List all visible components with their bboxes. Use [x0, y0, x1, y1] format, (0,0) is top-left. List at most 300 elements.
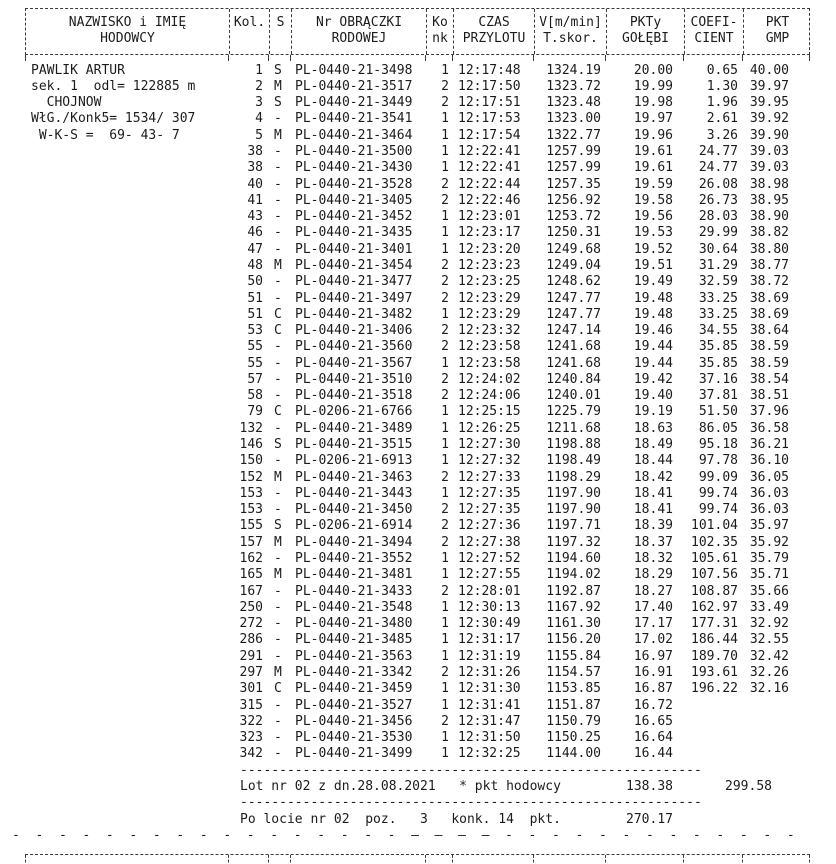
column-header-czas-line1: CZAS — [478, 15, 510, 30]
table-row — [25, 649, 810, 665]
cell-speed: 1322.77 — [546, 127, 601, 143]
cell-s: - — [274, 616, 282, 632]
cell-speed: 1144.00 — [546, 746, 601, 762]
cell-ring-number: PL-0440-21-3342 — [295, 664, 413, 680]
tick — [452, 855, 533, 864]
cell-kol: 153 — [239, 485, 263, 501]
cell-ring-number: PL-0440-21-3518 — [295, 388, 413, 404]
cell-s: - — [274, 143, 282, 159]
cell-kol: 250 — [239, 599, 263, 615]
cell-s: - — [274, 599, 282, 615]
cell-coefficient: 51.50 — [698, 404, 738, 420]
cell-konk: 2 — [441, 274, 449, 290]
cell-pkt-gmp: 38.59 — [749, 355, 789, 371]
cell-konk: 1 — [441, 404, 449, 420]
cell-arrival-time: 12:31:47 — [458, 713, 521, 729]
cell-pkt-gmp: 38.69 — [749, 306, 789, 322]
cell-pkty: 18.27 — [633, 583, 673, 599]
owner-info-cell — [25, 746, 228, 762]
cell-konk: 1 — [441, 453, 449, 469]
cell-kol: 272 — [239, 616, 263, 632]
cell-ring-number: PL-0440-21-3494 — [295, 534, 413, 550]
cell-speed: 1154.57 — [546, 664, 601, 680]
cell-speed: 1161.30 — [546, 616, 601, 632]
after-flight-pkty: 270.17 — [626, 811, 673, 827]
owner-info-cell — [25, 372, 228, 388]
cell-coefficient: 95.18 — [698, 437, 738, 453]
cell-ring-number: PL-0440-21-3499 — [295, 746, 413, 762]
tick — [742, 55, 810, 61]
footer-spacer — [25, 779, 228, 795]
cell-coefficient: 37.81 — [698, 388, 738, 404]
cell-kol: 40 — [247, 176, 263, 192]
cell-coefficient: 193.61 — [691, 664, 738, 680]
tick — [533, 55, 605, 61]
cell-s: - — [274, 713, 282, 729]
cell-konk: 2 — [441, 78, 449, 94]
table-row — [25, 714, 810, 730]
tick — [605, 55, 683, 61]
owner-info-cell — [25, 160, 228, 176]
cell-s: M — [274, 534, 282, 550]
table-row — [25, 600, 810, 616]
cell-kol: 342 — [239, 746, 263, 762]
cell-speed: 1197.71 — [546, 518, 601, 534]
cell-konk: 1 — [441, 160, 449, 176]
cell-s: - — [274, 502, 282, 518]
cell-ring-number: PL-0440-21-3552 — [295, 551, 413, 566]
cell-s: S — [274, 518, 282, 534]
cell-pkty: 16.91 — [633, 664, 673, 680]
column-header-owner-line2: HODOWCY — [100, 31, 155, 47]
cell-coefficient: 99.74 — [698, 502, 738, 518]
owner-info-cell — [25, 339, 228, 355]
cell-kol: 46 — [247, 225, 263, 241]
cell-ring-number: PL-0440-21-3498 — [295, 62, 413, 78]
cell-s: - — [274, 420, 282, 436]
cell-speed: 1323.48 — [546, 95, 601, 111]
cell-coefficient: 105.61 — [691, 551, 738, 566]
cell-arrival-time: 12:31:41 — [458, 697, 521, 713]
owner-info-cell — [25, 144, 228, 160]
cell-s: - — [274, 274, 282, 290]
column-header-ring-line1: Nr OBRĄCZKI — [315, 15, 403, 30]
cell-s: - — [274, 746, 282, 762]
table-row — [25, 356, 810, 372]
cell-pkt-gmp: 35.92 — [749, 534, 789, 550]
owner-info-cell — [25, 714, 228, 730]
header-column-ticks — [25, 55, 810, 61]
cell-pkt-gmp: 38.64 — [749, 323, 789, 339]
table-row — [25, 63, 810, 79]
cell-s: S — [274, 62, 282, 78]
cell-pkty: 19.97 — [633, 111, 673, 127]
column-header-pkty-line2: GOŁĘBI — [622, 31, 669, 47]
cell-konk: 1 — [441, 111, 449, 127]
cell-pkty: 18.29 — [633, 567, 673, 583]
owner-info-cell — [25, 616, 228, 632]
cell-pkt-gmp: 36.03 — [749, 485, 789, 501]
cell-konk: 1 — [441, 420, 449, 436]
tick — [25, 855, 228, 864]
cell-konk: 1 — [441, 485, 449, 501]
cell-coefficient: 33.25 — [698, 306, 738, 322]
cell-s: M — [274, 78, 282, 94]
cell-speed: 1211.68 — [546, 420, 601, 436]
column-header-speed-line1: V[m/min] — [539, 15, 602, 30]
cell-konk: 1 — [441, 355, 449, 371]
column-header-kol-line1: Kol. — [233, 15, 266, 30]
cell-konk: 2 — [441, 176, 449, 192]
column-header-czas-line2: PRZYLOTU — [462, 31, 526, 47]
cell-speed: 1198.88 — [546, 437, 601, 453]
cell-konk: 1 — [441, 209, 449, 225]
cell-pkt-gmp: 39.90 — [749, 127, 789, 143]
cell-arrival-time: 12:32:25 — [458, 746, 521, 762]
cell-arrival-time: 12:30:13 — [458, 599, 521, 615]
cell-ring-number: PL-0440-21-3567 — [295, 355, 413, 371]
cell-kol: 286 — [239, 632, 263, 648]
cell-kol: 41 — [247, 192, 263, 208]
tick — [533, 855, 605, 864]
table-row — [25, 193, 810, 209]
table-row — [25, 502, 810, 518]
cell-kol: 153 — [239, 502, 263, 518]
cell-speed: 1225.79 — [546, 404, 601, 420]
cell-pkty: 18.63 — [633, 420, 673, 436]
cell-arrival-time: 12:28:01 — [458, 583, 521, 599]
cell-coefficient: 3.26 — [706, 127, 738, 143]
cell-ring-number: PL-0440-21-3482 — [295, 306, 413, 322]
cell-pkty: 16.44 — [633, 746, 673, 762]
cell-pkty: 17.02 — [633, 632, 673, 648]
cell-s: - — [274, 551, 282, 566]
cell-pkty: 18.37 — [633, 534, 673, 550]
column-header-ring — [291, 9, 426, 54]
cell-coefficient: 31.29 — [698, 257, 738, 273]
cell-pkt-gmp: 39.92 — [749, 111, 789, 127]
cell-arrival-time: 12:17:51 — [458, 95, 521, 111]
cell-arrival-time: 12:27:55 — [458, 567, 521, 583]
cell-konk: 2 — [441, 583, 449, 599]
cell-ring-number: PL-0440-21-3510 — [295, 371, 413, 387]
cell-pkty: 19.98 — [633, 95, 673, 111]
owner-info-cell — [25, 437, 228, 453]
cell-speed: 1198.29 — [546, 469, 601, 485]
cell-pkt-gmp: 38.77 — [749, 257, 789, 273]
cell-speed: 1194.60 — [546, 551, 601, 566]
owner-info-cell — [25, 291, 228, 307]
table-row — [25, 632, 810, 648]
cell-speed: 1257.99 — [546, 143, 601, 159]
lot-summary-gmp: 299.58 — [725, 778, 772, 794]
owner-info-cell — [25, 518, 228, 534]
cell-ring-number: PL-0440-21-3481 — [295, 567, 413, 583]
footer-after-flight-summary — [25, 812, 810, 828]
cell-kol: 38 — [247, 160, 263, 176]
cell-pkt-gmp — [742, 698, 810, 714]
table-row — [25, 567, 810, 583]
table-row — [25, 421, 810, 437]
cell-speed: 1150.79 — [546, 713, 601, 729]
column-header-konk-line1: Ko — [432, 15, 448, 30]
cell-s: S — [274, 437, 282, 453]
cell-pkty: 19.52 — [633, 241, 673, 257]
table-row — [25, 291, 810, 307]
cell-speed: 1241.68 — [546, 355, 601, 371]
table-row — [25, 404, 810, 420]
table-row — [25, 372, 810, 388]
owner-info-cell: CHOJNÓW — [31, 95, 102, 111]
cell-speed: 1250.31 — [546, 225, 601, 241]
cell-pkt-gmp: 38.72 — [749, 274, 789, 290]
cell-coefficient: 189.70 — [691, 648, 738, 664]
table-row — [25, 551, 810, 567]
cell-coefficient: 30.64 — [698, 241, 738, 257]
cell-coefficient: 177.31 — [691, 616, 738, 632]
cell-arrival-time: 12:26:25 — [458, 420, 521, 436]
owner-info-cell — [25, 665, 228, 681]
table-row — [25, 307, 810, 323]
cell-pkty: 19.99 — [633, 78, 673, 94]
table-row — [25, 665, 810, 681]
cell-coefficient: 1.30 — [706, 78, 738, 94]
cell-coefficient: 101.04 — [691, 518, 738, 534]
cell-pkty: 19.44 — [633, 355, 673, 371]
cell-kol: 167 — [239, 583, 263, 599]
cell-kol: 301 — [239, 681, 263, 697]
cell-arrival-time: 12:23:29 — [458, 306, 521, 322]
owner-info-cell — [25, 502, 228, 518]
table-row — [25, 453, 810, 469]
table-row — [25, 437, 810, 453]
cell-pkty: 18.49 — [633, 437, 673, 453]
column-header-kol — [229, 9, 269, 54]
cell-coefficient: 97.78 — [698, 453, 738, 469]
table-row — [25, 209, 810, 225]
cell-s: - — [274, 388, 282, 404]
cell-ring-number: PL-0440-21-3449 — [295, 95, 413, 111]
cell-arrival-time: 12:17:48 — [458, 62, 521, 78]
table-row — [25, 486, 810, 502]
cell-ring-number: PL-0440-21-3477 — [295, 274, 413, 290]
cell-konk: 2 — [441, 323, 449, 339]
cell-ring-number: PL-0440-21-3548 — [295, 599, 413, 615]
cell-coefficient: 1.96 — [706, 95, 738, 111]
column-header-s-line1: S — [276, 15, 285, 30]
column-header-coefficient — [684, 9, 743, 54]
cell-konk: 2 — [441, 534, 449, 550]
cell-konk: 1 — [441, 62, 449, 78]
cell-pkt-gmp: 37.96 — [749, 404, 789, 420]
cell-konk: 2 — [441, 290, 449, 306]
owner-info-cell — [25, 177, 228, 193]
cell-pkty: 16.72 — [633, 697, 673, 713]
column-header-gmp — [743, 9, 811, 54]
cell-arrival-time: 12:27:30 — [458, 437, 521, 453]
cell-kol: 157 — [239, 534, 263, 550]
cell-konk: 2 — [441, 371, 449, 387]
cell-speed: 1249.04 — [546, 257, 601, 273]
cell-kol: 51 — [247, 306, 263, 322]
owner-info-cell: WłG./Konk5= 1534/ 307 — [31, 111, 196, 127]
cell-s: - — [274, 225, 282, 241]
owner-info-cell — [25, 323, 228, 339]
cell-speed: 1156.20 — [546, 632, 601, 648]
lot-summary-pkty: 138.38 — [626, 778, 673, 794]
cell-ring-number: PL-0440-21-3500 — [295, 143, 413, 159]
cell-pkty: 19.42 — [633, 371, 673, 387]
cell-pkty: 19.61 — [633, 143, 673, 159]
cell-kol: 55 — [247, 339, 263, 355]
cell-pkty: 18.41 — [633, 485, 673, 501]
cell-coefficient: 26.08 — [698, 176, 738, 192]
owner-info-cell — [25, 356, 228, 372]
cell-ring-number: PL-0206-21-6914 — [295, 518, 413, 534]
cell-speed: 1247.77 — [546, 290, 601, 306]
table-row — [25, 274, 810, 290]
table-row — [25, 79, 810, 95]
cell-kol: 323 — [239, 730, 263, 746]
cell-speed: 1323.72 — [546, 78, 601, 94]
cell-arrival-time: 12:27:38 — [458, 534, 521, 550]
cell-pkty: 19.56 — [633, 209, 673, 225]
cell-arrival-time: 12:27:35 — [458, 485, 521, 501]
cell-speed: 1153.85 — [546, 681, 601, 697]
cell-kol: 53 — [247, 323, 263, 339]
cell-s: C — [274, 681, 282, 697]
cell-pkty: 19.59 — [633, 176, 673, 192]
cell-arrival-time: 12:27:36 — [458, 518, 521, 534]
cell-pkty: 19.96 — [633, 127, 673, 143]
cell-ring-number: PL-0440-21-3528 — [295, 176, 413, 192]
owner-info-cell — [25, 388, 228, 404]
tick — [268, 55, 290, 61]
cell-pkt-gmp: 36.58 — [749, 420, 789, 436]
tick — [268, 855, 290, 864]
cell-pkt-gmp: 38.80 — [749, 241, 789, 257]
owner-info-cell: sek. 1 odl= 122885 m — [31, 78, 196, 94]
owner-info-cell — [25, 274, 228, 290]
cell-pkty: 17.40 — [633, 599, 673, 615]
cell-arrival-time: 12:22:41 — [458, 143, 521, 159]
cell-pkty: 16.97 — [633, 648, 673, 664]
cell-speed: 1155.84 — [546, 648, 601, 664]
cell-pkt-gmp: 36.10 — [749, 453, 789, 469]
owner-info-cell — [25, 307, 228, 323]
cell-pkt-gmp — [742, 730, 810, 746]
cell-pkty: 18.42 — [633, 469, 673, 485]
cell-ring-number: PL-0440-21-3517 — [295, 78, 413, 94]
cell-konk: 1 — [441, 599, 449, 615]
page-break-separator: - - - - - - - - - - - - - - - - - — — — — - - - - - - - - - - - - - — [12, 828, 795, 843]
cell-s: M — [274, 469, 282, 485]
owner-info-cell — [25, 404, 228, 420]
cell-konk: 2 — [441, 518, 449, 534]
cell-s: - — [274, 241, 282, 257]
column-header-speed-line2: T.skor. — [543, 31, 598, 47]
column-header-konk-line2: nk — [432, 31, 448, 47]
table-row — [25, 160, 810, 176]
cell-pkt-gmp: 35.79 — [749, 551, 789, 566]
owner-info-cell: W-K-S = 69- 43- 7 — [31, 127, 180, 143]
cell-arrival-time: 12:23:01 — [458, 209, 521, 225]
cell-s: M — [274, 127, 282, 143]
footer-spacer — [25, 812, 228, 828]
cell-coefficient: 32.59 — [698, 274, 738, 290]
table-row — [25, 616, 810, 632]
cell-pkty: 19.51 — [633, 257, 673, 273]
owner-info-cell — [25, 698, 228, 714]
cell-pkt-gmp: 39.03 — [749, 143, 789, 159]
table-row — [25, 242, 810, 258]
cell-pkt-gmp: 38.82 — [749, 225, 789, 241]
cell-pkty: 20.00 — [633, 62, 673, 78]
cell-pkt-gmp: 32.92 — [749, 616, 789, 632]
tick — [683, 55, 742, 61]
cell-coefficient: 108.87 — [691, 583, 738, 599]
cell-pkty: 19.58 — [633, 192, 673, 208]
cell-speed: 1247.14 — [546, 323, 601, 339]
cell-kol: 315 — [239, 697, 263, 713]
cell-pkt-gmp: 32.55 — [749, 632, 789, 648]
table-row — [25, 388, 810, 404]
cell-s: - — [274, 160, 282, 176]
cell-ring-number: PL-0440-21-3489 — [295, 420, 413, 436]
cell-pkty: 18.44 — [633, 453, 673, 469]
cell-arrival-time: 12:23:58 — [458, 339, 521, 355]
cell-pkt-gmp: 35.71 — [749, 567, 789, 583]
column-header-czas — [453, 9, 534, 54]
cell-pkty: 18.41 — [633, 502, 673, 518]
table-body — [25, 63, 810, 763]
cell-arrival-time: 12:22:41 — [458, 160, 521, 176]
cell-kol: 1 — [255, 62, 263, 78]
owner-info-cell — [25, 486, 228, 502]
cell-arrival-time: 12:22:46 — [458, 192, 521, 208]
cell-ring-number: PL-0440-21-3527 — [295, 697, 413, 713]
tick — [425, 855, 452, 864]
cell-pkty: 19.44 — [633, 339, 673, 355]
cell-coefficient: 33.25 — [698, 290, 738, 306]
cell-arrival-time: 12:23:32 — [458, 323, 521, 339]
owner-info-cell — [25, 209, 228, 225]
cell-speed: 1197.32 — [546, 534, 601, 550]
cell-pkty: 16.65 — [633, 713, 673, 729]
cell-pkty: 18.39 — [633, 518, 673, 534]
cell-pkty: 16.64 — [633, 730, 673, 746]
cell-speed: 1240.84 — [546, 371, 601, 387]
cell-ring-number: PL-0440-21-3454 — [295, 257, 413, 273]
cell-konk: 2 — [441, 257, 449, 273]
table-row — [25, 681, 810, 697]
cell-pkt-gmp: 32.26 — [749, 664, 789, 680]
cell-coefficient — [683, 730, 742, 746]
cell-pkty: 16.87 — [633, 681, 673, 697]
cell-kol: 155 — [239, 518, 263, 534]
cell-ring-number: PL-0440-21-3433 — [295, 583, 413, 599]
cell-s: - — [274, 209, 282, 225]
after-flight-rest — [683, 812, 810, 828]
cell-s: S — [274, 95, 282, 111]
cell-ring-number: PL-0206-21-6913 — [295, 453, 413, 469]
cell-konk: 1 — [441, 697, 449, 713]
cell-s: M — [274, 567, 282, 583]
cell-ring-number: PL-0440-21-3435 — [295, 225, 413, 241]
cell-s: - — [274, 632, 282, 648]
cell-speed: 1323.00 — [546, 111, 601, 127]
cell-arrival-time: 12:27:33 — [458, 469, 521, 485]
